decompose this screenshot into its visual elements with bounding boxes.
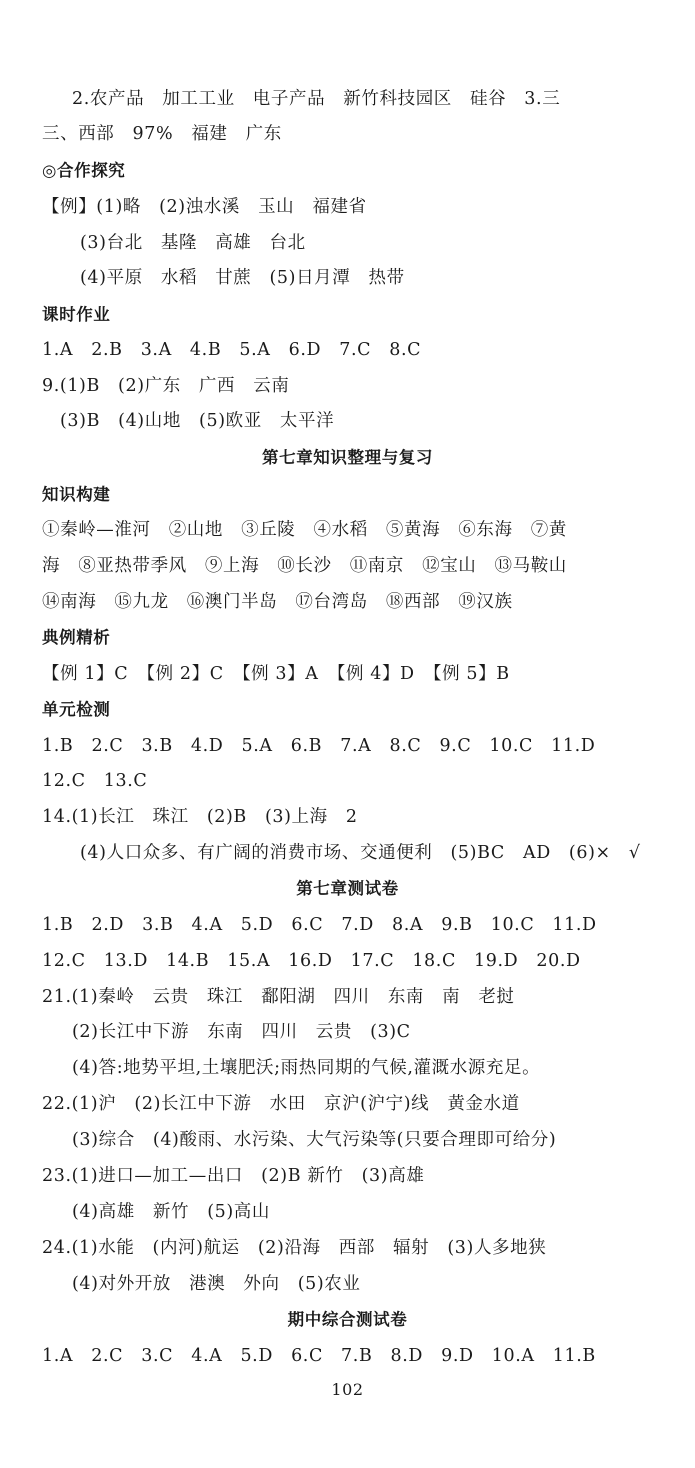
text-line: 1.A 2.C 3.C 4.A 5.D 6.C 7.B 8.D 9.D 10.A 11.B [42,1346,596,1366]
text-line: (3)综合 (4)酸雨、水污染、大气污染等(只要合理即可给分) [72,1130,557,1150]
chapter-title: 第七章测试卷 [296,879,399,898]
text-line: 12.C 13.D 14.B 15.A 16.D 17.C 18.C 19.D 20.D [42,951,581,971]
text-line: (4)答:地势平坦,土壤肥沃;雨热同期的气候,灌溉水源充足。 [72,1058,541,1078]
text-line: ⑭南海 ⑮九龙 ⑯澳门半岛 ⑰台湾岛 ⑱西部 ⑲汉族 [42,592,513,612]
text-line: 23.(1)进口—加工—出口 (2)B 新竹 (3)高雄 [42,1166,425,1186]
text-line: 【例 1】C 【例 2】C 【例 3】A 【例 4】D 【例 5】B [42,664,510,684]
section-heading: 知识构建 [42,485,111,504]
text-line: 2.农产品 加工工业 电子产品 新竹科技园区 硅谷 3.三 [72,89,561,109]
text-line: (4)平原 水稻 甘蔗 (5)日月潭 热带 [80,268,405,288]
text-line: (4)人口众多、有广阔的消费市场、交通便利 (5)BC AD (6)× √ [80,843,641,863]
section-heading: ◎合作探究 [42,161,126,180]
page-number: 102 [331,1380,364,1399]
text-line: 1.A 2.B 3.A 4.B 5.A 6.D 7.C 8.C [42,340,422,360]
text-line: (4)高雄 新竹 (5)高山 [72,1202,270,1222]
text-line: 【例】(1)略 (2)浊水溪 玉山 福建省 [42,197,367,217]
text-line: 12.C 13.C [42,771,148,791]
text-line: 24.(1)水能 (内河)航运 (2)沿海 西部 辐射 (3)人多地狭 [42,1238,547,1258]
text-line: 21.(1)秦岭 云贵 珠江 鄱阳湖 四川 东南 南 老挝 [42,987,515,1007]
text-line: (3)B (4)山地 (5)欧亚 太平洋 [60,411,335,431]
text-line: 海 ⑧亚热带季风 ⑨上海 ⑩长沙 ⑪南京 ⑫宝山 ⑬马鞍山 [42,556,567,576]
text-line: (4)对外开放 港澳 外向 (5)农业 [72,1274,361,1294]
text-line: 9.(1)B (2)广东 广西 云南 [42,376,290,396]
text-line: 1.B 2.D 3.B 4.A 5.D 6.C 7.D 8.A 9.B 10.C 11.D [42,915,597,935]
text-line: ①秦岭—淮河 ②山地 ③丘陵 ④水稻 ⑤黄海 ⑥东海 ⑦黄 [42,520,567,540]
chapter-title: 第七章知识整理与复习 [262,448,433,467]
text-line: 14.(1)长江 珠江 (2)B (3)上海 2 [42,807,358,827]
text-line: (2)长江中下游 东南 四川 云贵 (3)C [72,1022,411,1042]
text-line: 1.B 2.C 3.B 4.D 5.A 6.B 7.A 8.C 9.C 10.C 11.D [42,736,596,756]
section-heading: 单元检测 [42,700,111,719]
chapter-title: 期中综合测试卷 [287,1310,408,1329]
text-line: 22.(1)沪 (2)长江中下游 水田 京沪(沪宁)线 黄金水道 [42,1094,520,1114]
text-line: (3)台北 基隆 高雄 台北 [80,233,306,253]
section-heading: 课时作业 [42,305,111,324]
section-heading: 典例精析 [42,628,111,647]
text-line: 三、西部 97% 福建 广东 [42,124,282,144]
